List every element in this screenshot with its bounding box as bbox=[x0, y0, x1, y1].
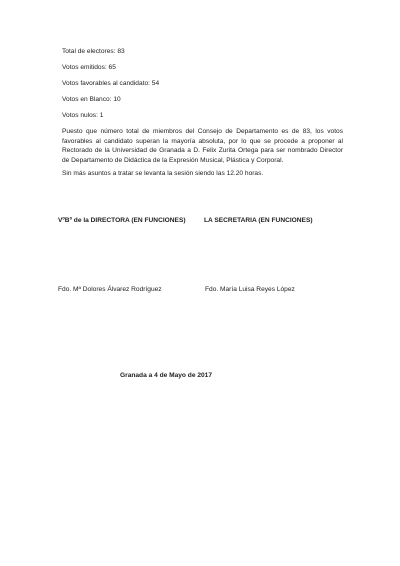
votos-favorables: Votos favorables al candidato: 54 bbox=[62, 80, 160, 87]
signature-left-title: VºBº de la DIRECTORA (EN FUNCIONES) bbox=[58, 217, 186, 224]
signature-right-title: LA SECRETARIA (EN FUNCIONES) bbox=[204, 217, 313, 224]
paragraph-line: Rectorado de la Universidad de Granada a D. Felix Zurita Ortega para ser nombrado Director bbox=[62, 147, 343, 154]
closing-sentence: Sin más asuntos a tratar se levanta la sesión siendo las 12.20 horas. bbox=[62, 170, 264, 177]
total-electores: Total de electores: 83 bbox=[62, 48, 125, 55]
votos-emitidos: Votos emitidos: 65 bbox=[62, 64, 116, 71]
resolution-paragraph bbox=[62, 127, 343, 165]
paragraph-line: de Departamento de Didáctica de la Expresión Musical, Plástica y Corporal. bbox=[62, 156, 284, 164]
signature-left-name: Fdo. Mª Dolores Álvarez Rodríguez bbox=[58, 286, 162, 293]
votos-nulos: Votos nulos: 1 bbox=[62, 112, 104, 119]
paragraph-line: favorables al candidato superan la mayoría absoluta, por lo que se procede a proponer al bbox=[62, 137, 343, 145]
votos-en-blanco: Votos en Blanco: 10 bbox=[62, 96, 121, 103]
paragraph-line: Puesto que número total de miembros del Consejo de Departamento es de 83, los votos bbox=[62, 128, 343, 135]
place-and-date: Granada a 4 de Mayo de 2017 bbox=[120, 372, 212, 379]
signature-right-name: Fdo. María Luisa Reyes López bbox=[205, 286, 295, 293]
